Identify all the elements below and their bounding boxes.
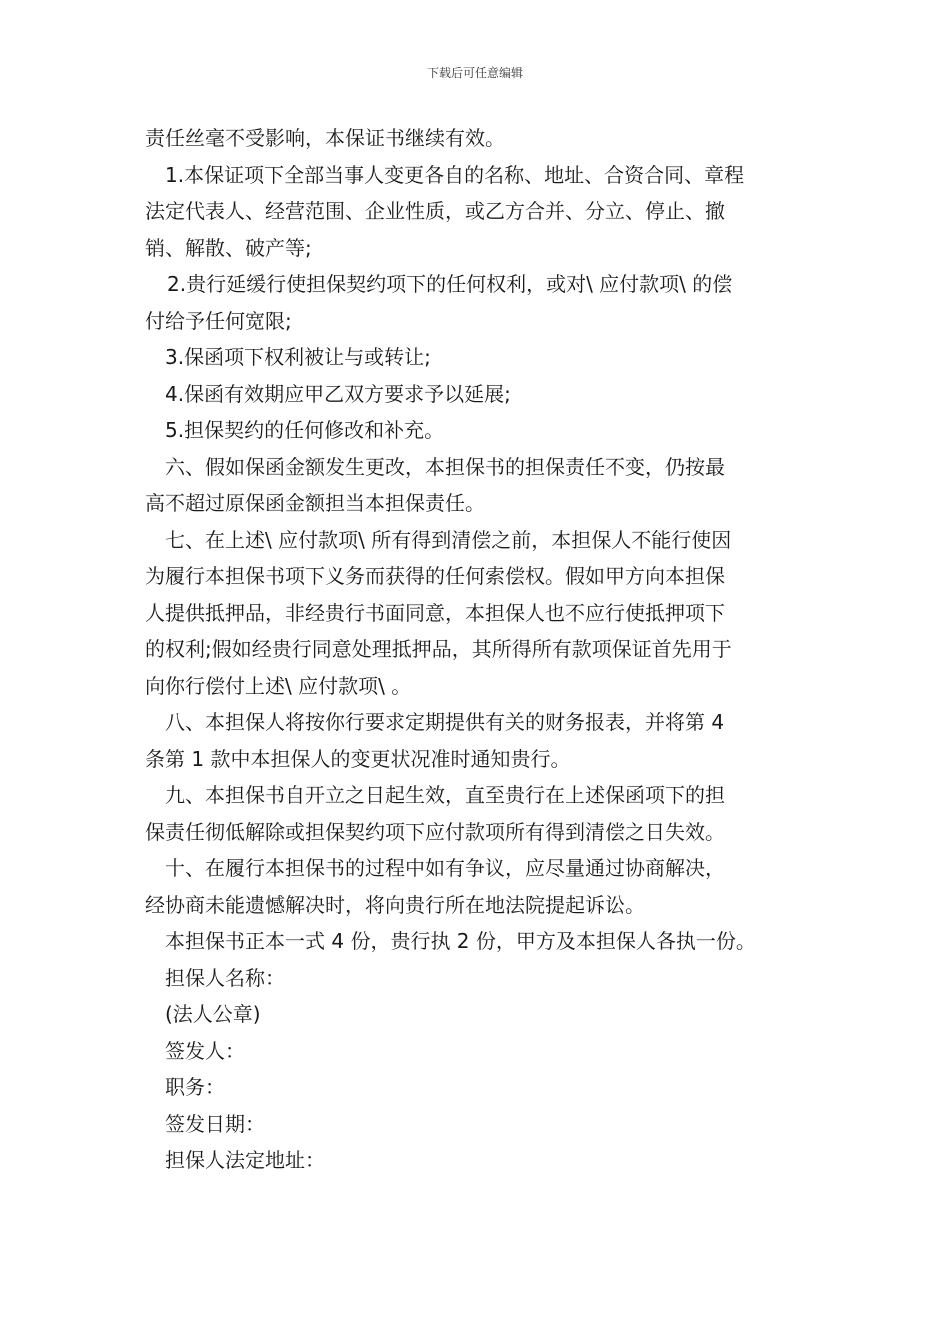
text-line: 八、本担保人将按你行要求定期提供有关的财务报表，并将第 4 bbox=[165, 710, 725, 734]
page-header: 下载后可任意编辑 bbox=[426, 66, 523, 80]
text-line: 2.贵行延缓行使担保契约项下的任何权利，或对\ 应付款项\ 的偿 bbox=[167, 272, 733, 296]
text-line: 六、假如保函金额发生更改，本担保书的担保责任不变，仍按最 bbox=[165, 454, 725, 479]
text-line: 签发日期： bbox=[165, 1111, 265, 1136]
text-line: 的权利;假如经贵行同意处理抵押品，其所得所有款项保证首先用于 bbox=[145, 637, 732, 661]
text-line: 签发人： bbox=[165, 1038, 245, 1063]
text-line: 担保人法定地址： bbox=[165, 1148, 325, 1172]
text-line: 本担保书正本一式 4 份，贵行执 2 份，甲方及本担保人各执一份。 bbox=[165, 929, 756, 953]
text-line: 1.本保证项下全部当事人变更各自的名称、地址、合资合同、章程 bbox=[165, 162, 745, 187]
text-line: 向你行偿付上述\ 应付款项\ 。 bbox=[145, 673, 412, 698]
text-line: 付给予任何宽限; bbox=[145, 308, 292, 333]
text-line: 3.保函项下权利被让与或转让; bbox=[165, 345, 431, 369]
text-line: 为履行本担保书项下义务而获得的任何索偿权。假如甲方向本担保 bbox=[145, 564, 725, 588]
text-line: 4.保函有效期应甲乙双方要求予以延展; bbox=[165, 381, 511, 406]
text-line: 七、在上述\ 应付款项\ 所有得到清偿之前，本担保人不能行使因 bbox=[165, 527, 732, 552]
text-line: 职务： bbox=[165, 1075, 225, 1099]
text-line: (法人公章) bbox=[165, 1002, 261, 1026]
text-line: 九、本担保书自开立之日起生效，直至贵行在上述保函项下的担 bbox=[165, 783, 725, 807]
text-line: 经协商未能遗憾解决时，将向贵行所在地法院提起诉讼。 bbox=[145, 892, 645, 917]
text-line: 高不超过原保函金额担当本担保责任。 bbox=[145, 491, 485, 515]
text-line: 担保人名称： bbox=[165, 965, 285, 990]
text-line: 人提供抵押品，非经贵行书面同意，本担保人也不应行使抵押项下 bbox=[145, 600, 725, 625]
text-line: 保责任彻低解除或担保契约项下应付款项所有得到清偿之日失效。 bbox=[145, 819, 725, 844]
text-line: 销、解散、破产等; bbox=[145, 235, 312, 260]
text-line: 法定代表人、经营范围、企业性质，或乙方合并、分立、停止、撤 bbox=[145, 199, 725, 223]
text-line: 十、在履行本担保书的过程中如有争议，应尽量通过协商解决， bbox=[165, 856, 725, 880]
document-body bbox=[145, 120, 810, 1179]
text-line: 条第 1 款中本担保人的变更状况准时通知贵行。 bbox=[145, 746, 571, 771]
text-line: 5.担保契约的任何修改和补充。 bbox=[165, 418, 445, 442]
text-line: 责任丝毫不受影响，本保证书继续有效。 bbox=[145, 126, 505, 150]
